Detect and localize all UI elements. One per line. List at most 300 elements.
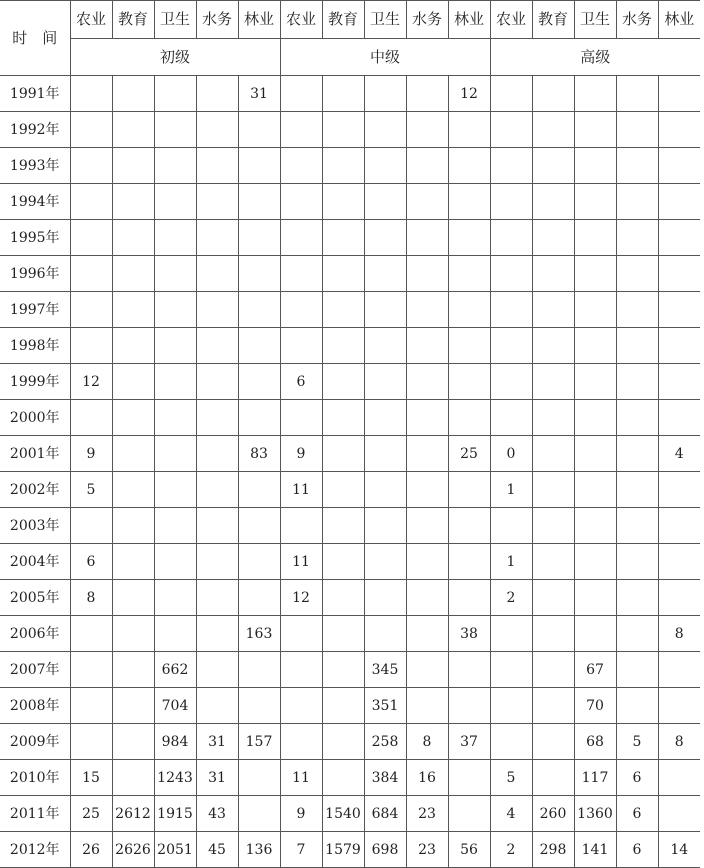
value-cell: 298 <box>532 832 574 868</box>
year-cell: 2001年 <box>0 436 70 472</box>
sector-header: 教育 <box>322 1 364 39</box>
year-cell: 2007年 <box>0 652 70 688</box>
value-cell <box>532 688 574 724</box>
value-cell <box>448 544 490 580</box>
value-cell: 136 <box>238 832 280 868</box>
value-cell <box>658 652 700 688</box>
table-row <box>0 796 700 832</box>
value-cell: 704 <box>154 688 196 724</box>
year-cell: 2000年 <box>0 400 70 436</box>
value-cell <box>658 400 700 436</box>
table-row <box>0 616 700 652</box>
value-cell: 38 <box>448 616 490 652</box>
value-cell <box>490 688 532 724</box>
sector-header: 农业 <box>490 1 532 39</box>
value-cell <box>616 688 658 724</box>
value-cell <box>406 256 448 292</box>
value-cell <box>574 76 616 112</box>
value-cell <box>280 76 322 112</box>
year-cell: 2011年 <box>0 796 70 832</box>
value-cell <box>280 112 322 148</box>
value-cell <box>112 292 154 328</box>
year-cell: 1993年 <box>0 148 70 184</box>
year-cell: 2006年 <box>0 616 70 652</box>
value-cell <box>238 544 280 580</box>
value-cell <box>574 184 616 220</box>
value-cell <box>406 184 448 220</box>
value-cell: 117 <box>574 760 616 796</box>
value-cell <box>322 112 364 148</box>
year-cell: 2008年 <box>0 688 70 724</box>
value-cell <box>532 508 574 544</box>
value-cell <box>448 472 490 508</box>
value-cell: 4 <box>658 436 700 472</box>
value-cell <box>406 508 448 544</box>
year-cell: 1999年 <box>0 364 70 400</box>
value-cell <box>322 148 364 184</box>
value-cell <box>364 112 406 148</box>
value-cell <box>574 580 616 616</box>
value-cell <box>616 184 658 220</box>
value-cell <box>238 328 280 364</box>
value-cell <box>70 688 112 724</box>
year-cell: 1997年 <box>0 292 70 328</box>
sector-header: 教育 <box>112 1 154 39</box>
value-cell <box>112 688 154 724</box>
value-cell: 6 <box>70 544 112 580</box>
value-cell <box>280 292 322 328</box>
year-cell: 1995年 <box>0 220 70 256</box>
value-cell <box>532 292 574 328</box>
value-cell <box>448 796 490 832</box>
table-row <box>0 436 700 472</box>
value-cell <box>406 580 448 616</box>
value-cell <box>658 76 700 112</box>
value-cell <box>364 580 406 616</box>
value-cell <box>196 616 238 652</box>
value-cell <box>238 256 280 292</box>
value-cell <box>616 616 658 652</box>
value-cell: 2051 <box>154 832 196 868</box>
value-cell <box>658 292 700 328</box>
value-cell <box>574 220 616 256</box>
value-cell <box>364 76 406 112</box>
table-row <box>0 688 700 724</box>
value-cell <box>112 112 154 148</box>
value-cell: 2 <box>490 832 532 868</box>
value-cell <box>280 688 322 724</box>
value-cell <box>238 760 280 796</box>
value-cell <box>112 760 154 796</box>
value-cell <box>490 724 532 760</box>
value-cell: 1579 <box>322 832 364 868</box>
value-cell <box>154 112 196 148</box>
value-cell <box>196 436 238 472</box>
value-cell <box>574 328 616 364</box>
value-cell <box>112 652 154 688</box>
value-cell <box>448 508 490 544</box>
table-row <box>0 724 700 760</box>
value-cell <box>532 220 574 256</box>
value-cell <box>616 76 658 112</box>
value-cell <box>406 328 448 364</box>
value-cell <box>154 436 196 472</box>
value-cell: 8 <box>658 724 700 760</box>
value-cell <box>322 472 364 508</box>
value-cell: 2612 <box>112 796 154 832</box>
value-cell: 1540 <box>322 796 364 832</box>
value-cell: 31 <box>196 724 238 760</box>
value-cell <box>532 364 574 400</box>
value-cell <box>448 400 490 436</box>
value-cell <box>154 328 196 364</box>
value-cell <box>364 148 406 184</box>
value-cell <box>238 148 280 184</box>
value-cell: 8 <box>658 616 700 652</box>
value-cell <box>532 76 574 112</box>
time-column-header: 时 间 <box>0 1 70 76</box>
value-cell <box>364 328 406 364</box>
table-row <box>0 400 700 436</box>
value-cell <box>70 220 112 256</box>
value-cell <box>112 544 154 580</box>
value-cell <box>532 184 574 220</box>
value-cell <box>322 652 364 688</box>
year-cell: 2010年 <box>0 760 70 796</box>
value-cell <box>280 328 322 364</box>
value-cell <box>154 544 196 580</box>
value-cell: 1243 <box>154 760 196 796</box>
value-cell: 351 <box>364 688 406 724</box>
table-row <box>0 112 700 148</box>
value-cell: 9 <box>280 436 322 472</box>
value-cell <box>238 472 280 508</box>
value-cell <box>364 544 406 580</box>
value-cell <box>280 256 322 292</box>
value-cell <box>322 760 364 796</box>
value-cell <box>448 364 490 400</box>
value-cell: 45 <box>196 832 238 868</box>
table-row <box>0 652 700 688</box>
value-cell: 56 <box>448 832 490 868</box>
value-cell <box>196 364 238 400</box>
value-cell <box>658 364 700 400</box>
value-cell <box>196 328 238 364</box>
value-cell <box>658 184 700 220</box>
value-cell <box>154 220 196 256</box>
table-row <box>0 76 700 112</box>
value-cell <box>196 112 238 148</box>
value-cell <box>364 184 406 220</box>
year-cell: 1991年 <box>0 76 70 112</box>
value-cell <box>238 652 280 688</box>
value-cell <box>196 256 238 292</box>
sector-header: 水务 <box>616 1 658 39</box>
value-cell <box>322 436 364 472</box>
value-cell <box>322 184 364 220</box>
value-cell <box>616 436 658 472</box>
value-cell: 7 <box>280 832 322 868</box>
value-cell <box>196 652 238 688</box>
value-cell <box>574 508 616 544</box>
value-cell: 31 <box>196 760 238 796</box>
value-cell <box>154 616 196 652</box>
value-cell <box>658 688 700 724</box>
value-cell <box>70 148 112 184</box>
value-cell <box>490 256 532 292</box>
value-cell <box>280 400 322 436</box>
sector-header: 水务 <box>196 1 238 39</box>
value-cell <box>70 256 112 292</box>
value-cell <box>112 220 154 256</box>
value-cell: 11 <box>280 472 322 508</box>
value-cell <box>322 688 364 724</box>
value-cell <box>70 76 112 112</box>
value-cell: 14 <box>658 832 700 868</box>
value-cell <box>154 580 196 616</box>
table-row <box>0 256 700 292</box>
year-cell: 1992年 <box>0 112 70 148</box>
value-cell <box>490 220 532 256</box>
value-cell <box>70 508 112 544</box>
value-cell <box>532 148 574 184</box>
value-cell: 684 <box>364 796 406 832</box>
value-cell: 1915 <box>154 796 196 832</box>
value-cell: 12 <box>448 76 490 112</box>
value-cell <box>154 364 196 400</box>
value-cell <box>112 616 154 652</box>
value-cell <box>154 472 196 508</box>
value-cell <box>154 76 196 112</box>
value-cell: 1 <box>490 544 532 580</box>
year-cell: 2004年 <box>0 544 70 580</box>
value-cell <box>658 148 700 184</box>
value-cell: 67 <box>574 652 616 688</box>
year-cell: 2012年 <box>0 832 70 868</box>
value-cell <box>616 400 658 436</box>
value-cell: 384 <box>364 760 406 796</box>
value-cell: 26 <box>70 832 112 868</box>
value-cell <box>532 544 574 580</box>
value-cell <box>490 112 532 148</box>
value-cell <box>322 508 364 544</box>
year-cell: 1996年 <box>0 256 70 292</box>
value-cell <box>154 184 196 220</box>
value-cell <box>112 400 154 436</box>
value-cell <box>448 220 490 256</box>
value-cell: 9 <box>280 796 322 832</box>
value-cell <box>658 328 700 364</box>
value-cell <box>322 256 364 292</box>
value-cell <box>574 292 616 328</box>
value-cell <box>112 184 154 220</box>
value-cell <box>70 724 112 760</box>
value-cell <box>406 652 448 688</box>
value-cell <box>448 148 490 184</box>
value-cell <box>196 580 238 616</box>
value-cell <box>616 220 658 256</box>
value-cell <box>364 364 406 400</box>
value-cell <box>238 220 280 256</box>
value-cell <box>490 400 532 436</box>
value-cell <box>616 580 658 616</box>
table-row <box>0 328 700 364</box>
value-cell <box>532 436 574 472</box>
value-cell <box>196 184 238 220</box>
value-cell: 25 <box>448 436 490 472</box>
sector-header: 农业 <box>70 1 112 39</box>
value-cell: 258 <box>364 724 406 760</box>
table-row <box>0 508 700 544</box>
value-cell <box>490 292 532 328</box>
value-cell <box>406 616 448 652</box>
value-cell <box>532 472 574 508</box>
value-cell <box>574 544 616 580</box>
value-cell <box>154 256 196 292</box>
value-cell <box>196 400 238 436</box>
value-cell <box>406 688 448 724</box>
value-cell: 70 <box>574 688 616 724</box>
value-cell <box>364 256 406 292</box>
value-cell: 6 <box>616 832 658 868</box>
value-cell: 11 <box>280 760 322 796</box>
value-cell <box>616 364 658 400</box>
table-row <box>0 832 700 868</box>
value-cell <box>112 580 154 616</box>
value-cell <box>616 256 658 292</box>
value-cell <box>658 760 700 796</box>
value-cell <box>238 184 280 220</box>
year-cell: 2002年 <box>0 472 70 508</box>
value-cell <box>490 76 532 112</box>
value-cell <box>658 112 700 148</box>
value-cell <box>448 112 490 148</box>
value-cell <box>238 796 280 832</box>
value-cell <box>322 220 364 256</box>
value-cell <box>658 796 700 832</box>
value-cell: 37 <box>448 724 490 760</box>
value-cell <box>490 148 532 184</box>
sector-header: 卫生 <box>574 1 616 39</box>
value-cell <box>280 616 322 652</box>
value-cell <box>70 328 112 364</box>
value-cell <box>322 400 364 436</box>
value-cell <box>406 112 448 148</box>
value-cell <box>448 256 490 292</box>
value-cell <box>70 184 112 220</box>
value-cell: 2 <box>490 580 532 616</box>
value-cell <box>238 508 280 544</box>
value-cell: 5 <box>490 760 532 796</box>
year-cell: 2009年 <box>0 724 70 760</box>
value-cell <box>238 400 280 436</box>
value-cell <box>448 292 490 328</box>
value-cell <box>574 436 616 472</box>
value-cell <box>448 760 490 796</box>
year-cell: 1998年 <box>0 328 70 364</box>
value-cell <box>196 472 238 508</box>
value-cell <box>574 616 616 652</box>
value-cell: 345 <box>364 652 406 688</box>
value-cell: 163 <box>238 616 280 652</box>
value-cell <box>658 220 700 256</box>
value-cell <box>406 364 448 400</box>
value-cell <box>532 760 574 796</box>
value-cell <box>238 364 280 400</box>
value-cell: 68 <box>574 724 616 760</box>
value-cell <box>196 508 238 544</box>
value-cell <box>616 508 658 544</box>
value-cell <box>364 220 406 256</box>
value-cell: 260 <box>532 796 574 832</box>
value-cell <box>574 364 616 400</box>
level-header: 高级 <box>490 39 700 76</box>
value-cell <box>70 616 112 652</box>
value-cell <box>574 400 616 436</box>
value-cell <box>616 292 658 328</box>
value-cell: 141 <box>574 832 616 868</box>
value-cell <box>196 292 238 328</box>
value-cell: 1 <box>490 472 532 508</box>
value-cell <box>532 112 574 148</box>
table-row <box>0 580 700 616</box>
year-cell: 2003年 <box>0 508 70 544</box>
table-row <box>0 184 700 220</box>
sector-header: 农业 <box>280 1 322 39</box>
value-cell <box>448 580 490 616</box>
sector-header: 林业 <box>448 1 490 39</box>
value-cell <box>448 184 490 220</box>
value-cell <box>532 400 574 436</box>
value-cell <box>70 112 112 148</box>
value-cell <box>70 292 112 328</box>
value-cell <box>364 616 406 652</box>
value-cell <box>406 544 448 580</box>
value-cell <box>322 76 364 112</box>
value-cell <box>532 328 574 364</box>
value-cell: 0 <box>490 436 532 472</box>
value-cell: 9 <box>70 436 112 472</box>
value-cell <box>658 256 700 292</box>
value-cell <box>448 652 490 688</box>
value-cell: 23 <box>406 796 448 832</box>
value-cell: 12 <box>70 364 112 400</box>
value-cell: 1360 <box>574 796 616 832</box>
value-cell: 43 <box>196 796 238 832</box>
sector-header: 教育 <box>532 1 574 39</box>
value-cell: 984 <box>154 724 196 760</box>
value-cell <box>196 688 238 724</box>
value-cell: 83 <box>238 436 280 472</box>
value-cell <box>322 580 364 616</box>
value-cell <box>238 112 280 148</box>
value-cell <box>490 616 532 652</box>
value-cell <box>490 364 532 400</box>
value-cell: 6 <box>616 796 658 832</box>
value-cell <box>658 508 700 544</box>
value-cell <box>112 364 154 400</box>
value-cell <box>658 472 700 508</box>
value-cell <box>112 256 154 292</box>
value-cell <box>154 148 196 184</box>
level-header: 中级 <box>280 39 490 76</box>
sector-header: 林业 <box>658 1 700 39</box>
value-cell <box>238 580 280 616</box>
value-cell <box>658 580 700 616</box>
value-cell <box>574 148 616 184</box>
value-cell <box>616 544 658 580</box>
value-cell <box>406 472 448 508</box>
